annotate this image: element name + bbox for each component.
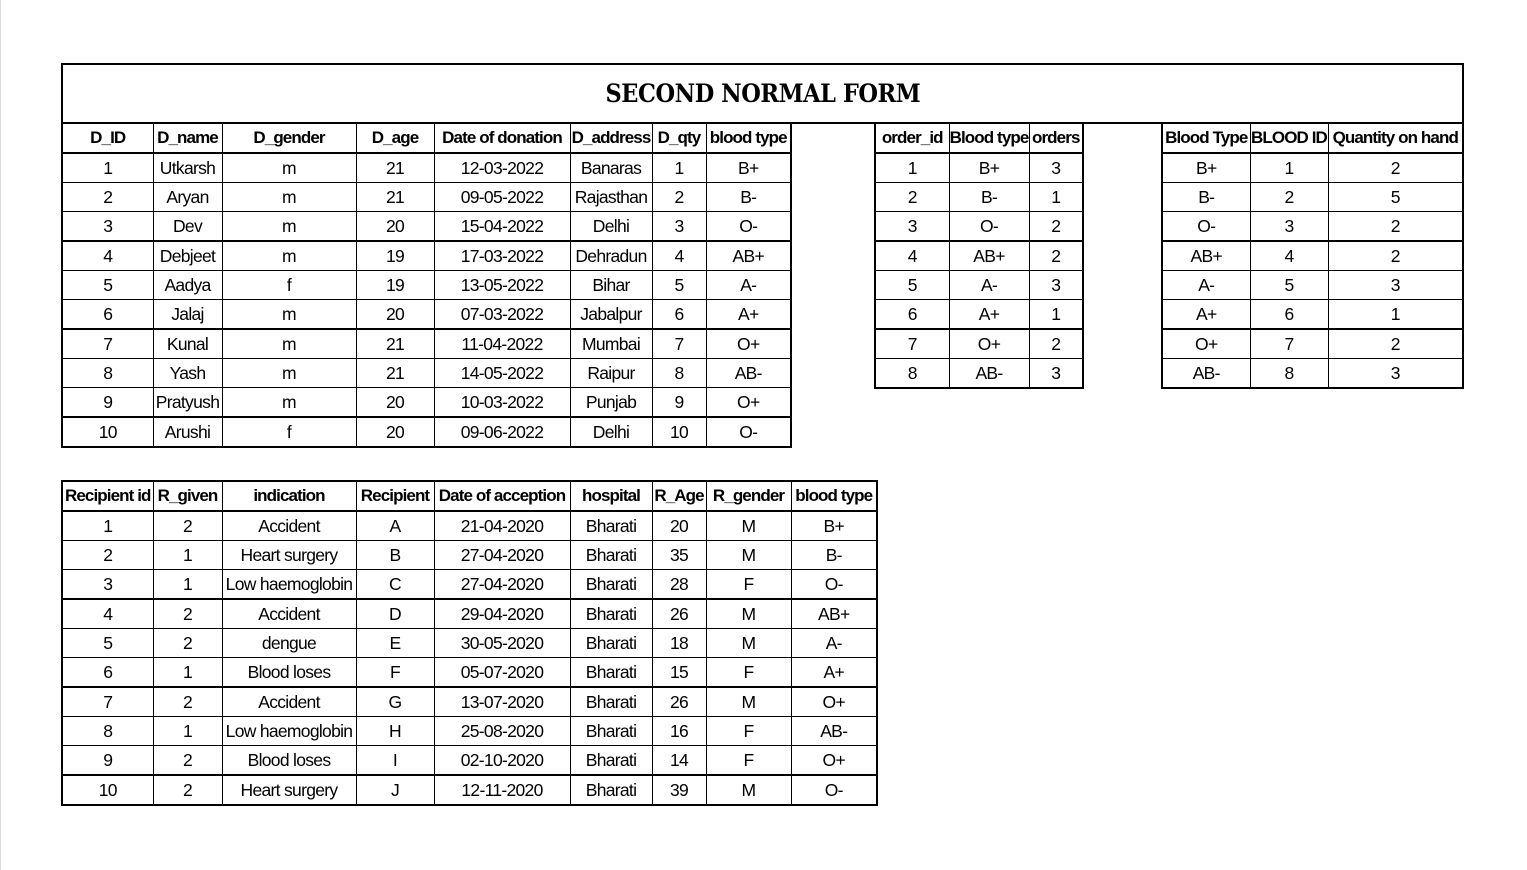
table-cell: 7 (1250, 329, 1328, 359)
table-row (62, 541, 877, 570)
table-cell: A+ (791, 658, 877, 688)
table-cell: AB+ (949, 241, 1029, 271)
table-row (875, 359, 1083, 389)
table-cell: Accident (222, 599, 356, 629)
table-cell: O- (1162, 212, 1250, 242)
table-cell: B+ (706, 153, 791, 183)
table-row (875, 183, 1083, 212)
table-cell: 39 (652, 775, 706, 805)
table-row (62, 153, 791, 183)
table-cell: 27-04-2020 (434, 570, 570, 600)
table-cell: 21 (356, 183, 434, 212)
table-cell: O- (706, 417, 791, 447)
column-header: R_gender (706, 481, 791, 511)
table-cell: Banaras (570, 153, 652, 183)
table-cell: AB+ (1162, 241, 1250, 271)
table-cell: O- (949, 212, 1029, 242)
table-cell: 14-05-2022 (434, 359, 570, 388)
table-cell: A+ (949, 300, 1029, 330)
table-cell: 1 (652, 153, 706, 183)
table-cell: J (356, 775, 434, 805)
table-cell: 3 (1328, 359, 1463, 389)
table-cell: 3 (62, 212, 153, 242)
table-cell: Bharati (570, 599, 652, 629)
table-cell: Delhi (570, 212, 652, 242)
table-cell: 9 (62, 388, 153, 418)
table-cell: 2 (153, 687, 222, 717)
table-cell: Aryan (153, 183, 222, 212)
column-header: Recipient (356, 481, 434, 511)
column-header: Recipient id (62, 481, 153, 511)
table-cell: 3 (1029, 271, 1083, 300)
table-cell: Low haemoglobin (222, 570, 356, 600)
table-cell: M (706, 541, 791, 570)
table-row (62, 388, 791, 418)
table-cell: 7 (62, 329, 153, 359)
table-cell: B- (791, 541, 877, 570)
table-cell: m (222, 183, 356, 212)
table-cell: 10 (652, 417, 706, 447)
table-cell: 35 (652, 541, 706, 570)
column-header: D_age (356, 123, 434, 153)
table-cell: m (222, 241, 356, 271)
table-cell: 20 (356, 388, 434, 418)
page-edge (0, 0, 1, 870)
table-cell: 1 (62, 153, 153, 183)
table-cell: B+ (1162, 153, 1250, 183)
table-cell: 07-03-2022 (434, 300, 570, 330)
table-cell: 2 (1328, 241, 1463, 271)
table-cell: 2 (1328, 212, 1463, 242)
table-cell: 3 (652, 212, 706, 242)
table-cell: 5 (1250, 271, 1328, 300)
table-row (62, 271, 791, 300)
table-cell: 5 (652, 271, 706, 300)
table-cell: I (356, 746, 434, 776)
blood-stock-table (1161, 122, 1464, 389)
table-cell: dengue (222, 629, 356, 658)
table-cell: A- (706, 271, 791, 300)
table-cell: Bharati (570, 658, 652, 688)
table-cell: Bharati (570, 746, 652, 776)
table-cell: 26 (652, 687, 706, 717)
table-cell: AB- (791, 717, 877, 746)
table-cell: 12-11-2020 (434, 775, 570, 805)
table-cell: 2 (652, 183, 706, 212)
table-cell: B (356, 541, 434, 570)
column-header: orders (1029, 123, 1083, 153)
table-cell: 3 (875, 212, 949, 242)
table-cell: Bihar (570, 271, 652, 300)
table-cell: Mumbai (570, 329, 652, 359)
table-cell: Debjeet (153, 241, 222, 271)
table-cell: Arushi (153, 417, 222, 447)
table-cell: 5 (875, 271, 949, 300)
column-header: D_ID (62, 123, 153, 153)
table-cell: H (356, 717, 434, 746)
table-cell: 26 (652, 599, 706, 629)
column-header: Blood type (949, 123, 1029, 153)
table-cell: 1 (153, 717, 222, 746)
table-cell: Bharati (570, 775, 652, 805)
table-cell: 2 (153, 511, 222, 541)
table-row (62, 183, 791, 212)
table-cell: Raipur (570, 359, 652, 388)
table-cell: m (222, 212, 356, 242)
table-cell: Bharati (570, 570, 652, 600)
table-cell: 15-04-2022 (434, 212, 570, 242)
table-row (1162, 183, 1463, 212)
table-cell: 2 (1029, 212, 1083, 242)
table-cell: 10-03-2022 (434, 388, 570, 418)
table-row (62, 746, 877, 776)
table-cell: 15 (652, 658, 706, 688)
table-cell: 9 (652, 388, 706, 418)
table-cell: B- (706, 183, 791, 212)
table-cell: Blood loses (222, 746, 356, 776)
table-cell: 1 (153, 658, 222, 688)
table-cell: M (706, 511, 791, 541)
table-cell: 8 (62, 717, 153, 746)
table-cell: 2 (1029, 329, 1083, 359)
table-row (1162, 212, 1463, 242)
table-cell: Bharati (570, 541, 652, 570)
table-cell: AB- (1162, 359, 1250, 389)
table-cell: AB+ (791, 599, 877, 629)
table-cell: 8 (62, 359, 153, 388)
table-cell: 11-04-2022 (434, 329, 570, 359)
table-cell: Blood loses (222, 658, 356, 688)
table-row (62, 511, 877, 541)
table-cell: 4 (875, 241, 949, 271)
table-cell: O+ (791, 687, 877, 717)
table-cell: A- (791, 629, 877, 658)
column-header: R_given (153, 481, 222, 511)
table-cell: m (222, 329, 356, 359)
table-cell: 02-10-2020 (434, 746, 570, 776)
column-header: R_Age (652, 481, 706, 511)
table-cell: Aadya (153, 271, 222, 300)
table-cell: E (356, 629, 434, 658)
table-cell: G (356, 687, 434, 717)
table-cell: C (356, 570, 434, 600)
table-cell: 1 (62, 511, 153, 541)
table-cell: 5 (62, 629, 153, 658)
table-cell: 09-05-2022 (434, 183, 570, 212)
table-cell: O- (791, 570, 877, 600)
table-cell: Bharati (570, 629, 652, 658)
table-cell: O+ (706, 388, 791, 418)
column-header: order_id (875, 123, 949, 153)
table-cell: 21 (356, 153, 434, 183)
table-row (62, 775, 877, 805)
header-row (1162, 123, 1463, 153)
table-cell: m (222, 388, 356, 418)
table-cell: O+ (706, 329, 791, 359)
table-cell: 09-06-2022 (434, 417, 570, 447)
table-cell: 1 (875, 153, 949, 183)
table-cell: 2 (153, 629, 222, 658)
order-table (874, 122, 1084, 389)
table-row (1162, 271, 1463, 300)
table-cell: Yash (153, 359, 222, 388)
table-cell: B+ (791, 511, 877, 541)
table-cell: 20 (356, 417, 434, 447)
table-cell: O- (791, 775, 877, 805)
page-title: SECOND NORMAL FORM (605, 79, 920, 108)
table-cell: 5 (1328, 183, 1463, 212)
table-cell: M (706, 599, 791, 629)
table-row (62, 658, 877, 688)
table-cell: B- (949, 183, 1029, 212)
table-cell: AB- (949, 359, 1029, 389)
table-cell: 1 (153, 541, 222, 570)
column-header: Date of acception (434, 481, 570, 511)
table-cell: Dev (153, 212, 222, 242)
table-cell: Jalaj (153, 300, 222, 330)
table-cell: 3 (1328, 271, 1463, 300)
table-cell: F (706, 570, 791, 600)
table-cell: O- (706, 212, 791, 242)
table-cell: M (706, 629, 791, 658)
table-cell: m (222, 359, 356, 388)
table-cell: M (706, 687, 791, 717)
table-cell: 4 (1250, 241, 1328, 271)
table-row (62, 241, 791, 271)
table-cell: 3 (1029, 359, 1083, 389)
column-header: blood type (706, 123, 791, 153)
title-banner (61, 63, 1464, 124)
table-cell: 05-07-2020 (434, 658, 570, 688)
table-cell: AB+ (706, 241, 791, 271)
table-row (1162, 329, 1463, 359)
table-row (1162, 241, 1463, 271)
table-cell: 4 (62, 599, 153, 629)
table-cell: Kunal (153, 329, 222, 359)
table-cell: 3 (1029, 153, 1083, 183)
table-cell: 10 (62, 775, 153, 805)
table-cell: Dehradun (570, 241, 652, 271)
table-cell: 7 (875, 329, 949, 359)
table-cell: O+ (791, 746, 877, 776)
table-cell: AB- (706, 359, 791, 388)
table-cell: M (706, 775, 791, 805)
table-cell: F (356, 658, 434, 688)
table-cell: 28 (652, 570, 706, 600)
column-header: Quantity on hand (1328, 123, 1463, 153)
table-cell: O+ (1162, 329, 1250, 359)
table-cell: f (222, 417, 356, 447)
table-row (1162, 153, 1463, 183)
table-cell: Punjab (570, 388, 652, 418)
table-cell: A+ (1162, 300, 1250, 330)
column-header: D_qty (652, 123, 706, 153)
table-cell: Jabalpur (570, 300, 652, 330)
table-cell: 2 (62, 183, 153, 212)
table-row (62, 599, 877, 629)
table-cell: 6 (1250, 300, 1328, 330)
table-cell: 2 (1328, 153, 1463, 183)
table-cell: A- (949, 271, 1029, 300)
table-cell: 2 (153, 599, 222, 629)
table-cell: 13-05-2022 (434, 271, 570, 300)
donor-table (61, 122, 792, 448)
table-cell: 9 (62, 746, 153, 776)
table-cell: Heart surgery (222, 775, 356, 805)
table-cell: 29-04-2020 (434, 599, 570, 629)
table-cell: m (222, 300, 356, 330)
table-cell: Bharati (570, 687, 652, 717)
table-cell: 19 (356, 271, 434, 300)
table-cell: B+ (949, 153, 1029, 183)
table-cell: 6 (875, 300, 949, 330)
column-header: Blood Type (1162, 123, 1250, 153)
column-header: D_gender (222, 123, 356, 153)
table-row (875, 300, 1083, 330)
table-cell: 1 (153, 570, 222, 600)
header-row (875, 123, 1083, 153)
table-row (62, 329, 791, 359)
table-cell: A+ (706, 300, 791, 330)
table-row (1162, 300, 1463, 330)
table-cell: 21 (356, 359, 434, 388)
column-header: indication (222, 481, 356, 511)
table-cell: Delhi (570, 417, 652, 447)
table-cell: 19 (356, 241, 434, 271)
table-cell: 18 (652, 629, 706, 658)
table-cell: 2 (1328, 329, 1463, 359)
table-cell: 6 (652, 300, 706, 330)
column-header: D_address (570, 123, 652, 153)
table-row (875, 153, 1083, 183)
table-cell: 20 (356, 212, 434, 242)
table-cell: 2 (1250, 183, 1328, 212)
table-cell: Low haemoglobin (222, 717, 356, 746)
table-cell: 6 (62, 658, 153, 688)
table-cell: 16 (652, 717, 706, 746)
table-cell: 3 (1250, 212, 1328, 242)
table-cell: 1 (1029, 300, 1083, 330)
table-cell: A- (1162, 271, 1250, 300)
header-row (62, 481, 877, 511)
table-cell: Utkarsh (153, 153, 222, 183)
table-cell: 5 (62, 271, 153, 300)
table-cell: 20 (356, 300, 434, 330)
table-cell: F (706, 746, 791, 776)
column-header: hospital (570, 481, 652, 511)
table-cell: 7 (62, 687, 153, 717)
table-cell: 12-03-2022 (434, 153, 570, 183)
table-cell: 2 (153, 746, 222, 776)
table-cell: 14 (652, 746, 706, 776)
table-cell: 27-04-2020 (434, 541, 570, 570)
table-cell: 8 (875, 359, 949, 389)
table-cell: 21-04-2020 (434, 511, 570, 541)
table-cell: m (222, 153, 356, 183)
table-cell: D (356, 599, 434, 629)
table-cell: B- (1162, 183, 1250, 212)
table-cell: Accident (222, 511, 356, 541)
column-header: Date of donation (434, 123, 570, 153)
table-cell: Heart surgery (222, 541, 356, 570)
header-row (62, 123, 791, 153)
table-cell: 10 (62, 417, 153, 447)
table-row (1162, 359, 1463, 389)
table-row (62, 417, 791, 447)
table-cell: Rajasthan (570, 183, 652, 212)
table-cell: 4 (652, 241, 706, 271)
table-row (62, 300, 791, 330)
table-cell: Pratyush (153, 388, 222, 418)
table-cell: 1 (1029, 183, 1083, 212)
column-header: BLOOD ID (1250, 123, 1328, 153)
table-cell: 13-07-2020 (434, 687, 570, 717)
column-header: D_name (153, 123, 222, 153)
table-cell: 3 (62, 570, 153, 600)
table-cell: O+ (949, 329, 1029, 359)
table-cell: F (706, 658, 791, 688)
table-cell: 7 (652, 329, 706, 359)
table-row (62, 629, 877, 658)
table-cell: Bharati (570, 511, 652, 541)
table-cell: F (706, 717, 791, 746)
table-cell: 25-08-2020 (434, 717, 570, 746)
table-row (875, 329, 1083, 359)
table-cell: 30-05-2020 (434, 629, 570, 658)
table-cell: 2 (875, 183, 949, 212)
table-cell: 1 (1250, 153, 1328, 183)
table-row (62, 359, 791, 388)
table-cell: 8 (652, 359, 706, 388)
table-cell: 2 (1029, 241, 1083, 271)
table-cell: 1 (1328, 300, 1463, 330)
table-cell: 2 (153, 775, 222, 805)
table-row (62, 717, 877, 746)
table-cell: 21 (356, 329, 434, 359)
table-cell: 20 (652, 511, 706, 541)
table-row (875, 241, 1083, 271)
table-row (875, 212, 1083, 242)
table-cell: 17-03-2022 (434, 241, 570, 271)
table-cell: f (222, 271, 356, 300)
table-cell: 2 (62, 541, 153, 570)
recipient-table (61, 480, 878, 806)
table-row (875, 271, 1083, 300)
table-cell: Accident (222, 687, 356, 717)
table-cell: 8 (1250, 359, 1328, 389)
table-cell: 4 (62, 241, 153, 271)
table-cell: A (356, 511, 434, 541)
column-header: blood type (791, 481, 877, 511)
table-row (62, 570, 877, 600)
table-cell: Bharati (570, 717, 652, 746)
table-row (62, 687, 877, 717)
table-row (62, 212, 791, 242)
table-cell: 6 (62, 300, 153, 330)
